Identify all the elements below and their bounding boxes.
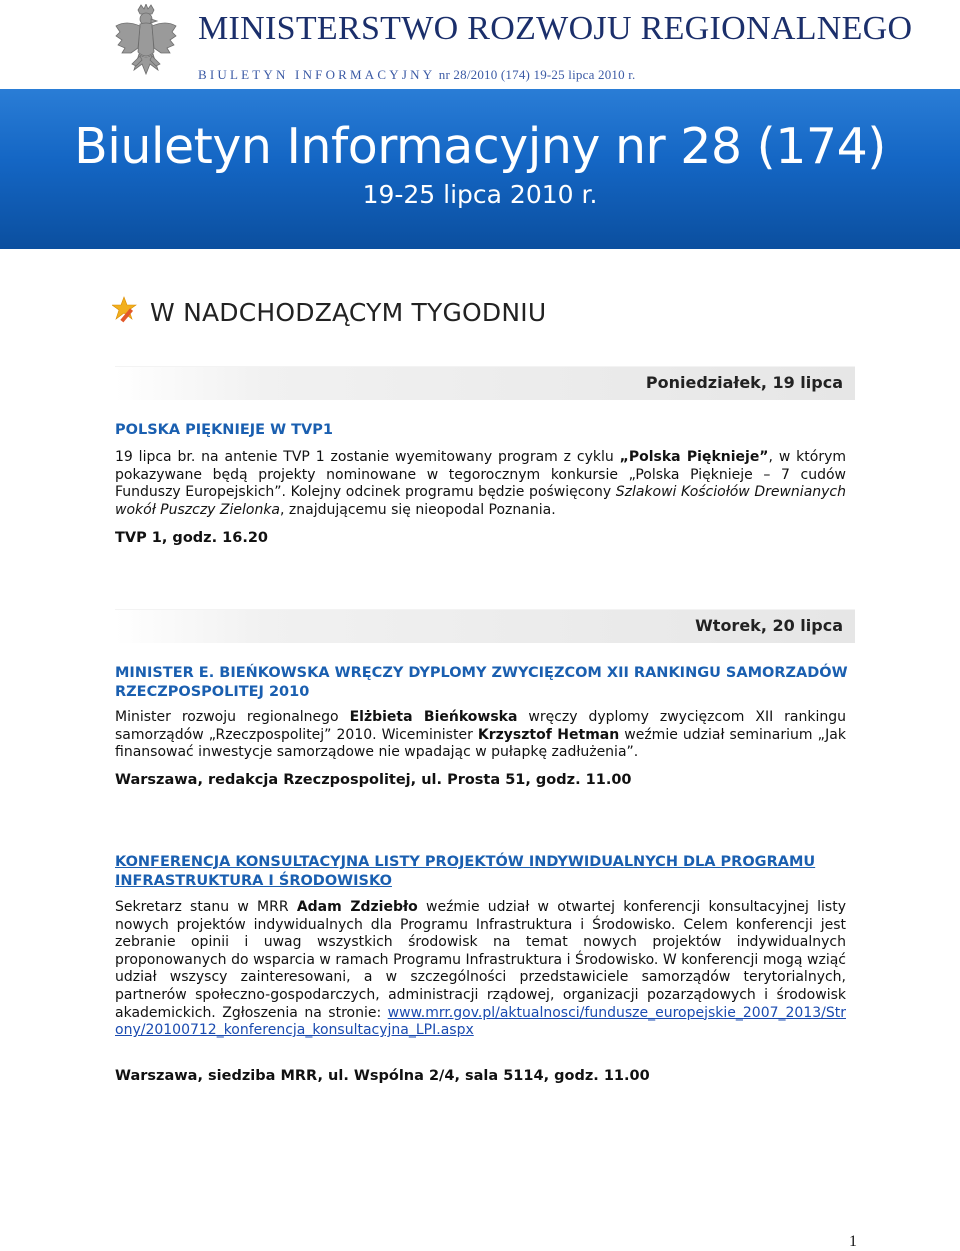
event-location-2: Warszawa, redakcja Rzeczpospolitej, ul. Prosta 51, godz. 11.00 [115,772,632,788]
subline-rest: nr 28/2010 (174) 19-25 lipca 2010 r. [438,67,636,82]
bulletin-date: 19-25 lipca 2010 r. [362,180,598,209]
event-heading-3: KONFERENCJA KONSULTACYJNA LISTY PROJEKTÓW INDYWIDUALNYCH DLA PROGRAMU INFRASTRUKTURA I ŚRODOWISKO [115,854,816,889]
event-location-3: Warszawa, siedziba MRR, ul. Wspólna 2/4, sala 5114, godz. 11.00 [115,1068,650,1084]
registration-link[interactable]: www.mrr.gov.pl/aktualnosci/fundusze_europejskie_2007_2013/Strony/20100712_konferencja_konsultacyjna_LPI.aspx [115,1004,846,1039]
event-description-1: 19 lipca br. na antenie TVP 1 zostanie wyemitowany program z cyklu „Polska Pięknieje”, w którym pokazywane będą projekty nominowane w tegorocznym konkursie „Polska Pięknieje – 7 cudów Funduszy Europejskich”. Kolejny odcinek programu będzie poświęcony Szlakowi Kościołów Drewnianych wokół Puszczy Zielonka, znajdującemu się nieopodal Poznania. [115,449,846,518]
bulletin-title: Biuletyn Informacyjny nr 28 (174) [74,118,886,175]
event-heading-1: POLSKA PIĘKNIEJE W TVP1 [115,422,333,438]
day-bar-tuesday [115,609,855,643]
ministry-name: MINISTERSTWO ROZWOJU REGIONALNEGO [198,10,913,47]
day-label: Poniedziałek, 19 lipca [645,373,843,392]
event-location-1: TVP 1, godz. 16.20 [115,530,269,546]
event-description-2: Minister rozwoju regionalnego Elżbieta Bieńkowska wręczy dyplomy zwycięzcom XII rankingu samorządów „Rzeczpospolitej” 2010. Wiceminister Krzysztof Hetman weźmie udział seminarium „Jak finansować inwestycje samorządowe nie wpadając w pułapkę zadłużenia”. [115,709,847,761]
day-bar-monday [115,366,855,400]
day-label: Wtorek, 20 lipca [695,616,843,635]
event-description-3: Sekretarz stanu w MRR Adam Zdziebło weźmie udział w otwartej konferencji konsultacyjnej listy nowych projektów indywidualnych dla Programu Infrastruktura i Środowisko. Celem konferencji jest zebranie opinii i uwag wszystkich środowisk na temat nowych projektów indywidualnych proponowanych do wsparcia w ramach Programu Infrastruktura i Środowisko. W konferencji mogą wziąć udział wszyscy zainteresowani, a w szczególności przedstawiciele samorządów terytorialnych, partnerów społeczno-gospodarczych, administracji rządowej, organizacji pozarządowych i środowisk akademickich. Zgłoszenia na stronie: www.mrr.gov.pl/aktualnosci/fundusze_europejskie_2007_2013/Strony/20100712_konferencja_konsultacyjna_LPI.aspx [115,899,846,1039]
subline-spaced: BIULETYN INFORMACYJNY [198,67,436,82]
event-heading-2: MINISTER E. BIEŃKOWSKA WRĘCZY DYPLOMY ZWYCIĘZCOM XII RANKINGU SAMORZADÓW RZECZPOSPOLITEJ 2010 [115,665,848,700]
bulletin-subline [198,67,636,83]
section-title: W NADCHODZĄCYM TYGODNIU [150,298,547,327]
eagle-emblem-icon [114,4,178,92]
star-pencil-icon [112,296,140,324]
page-number: 1 [849,1233,857,1250]
